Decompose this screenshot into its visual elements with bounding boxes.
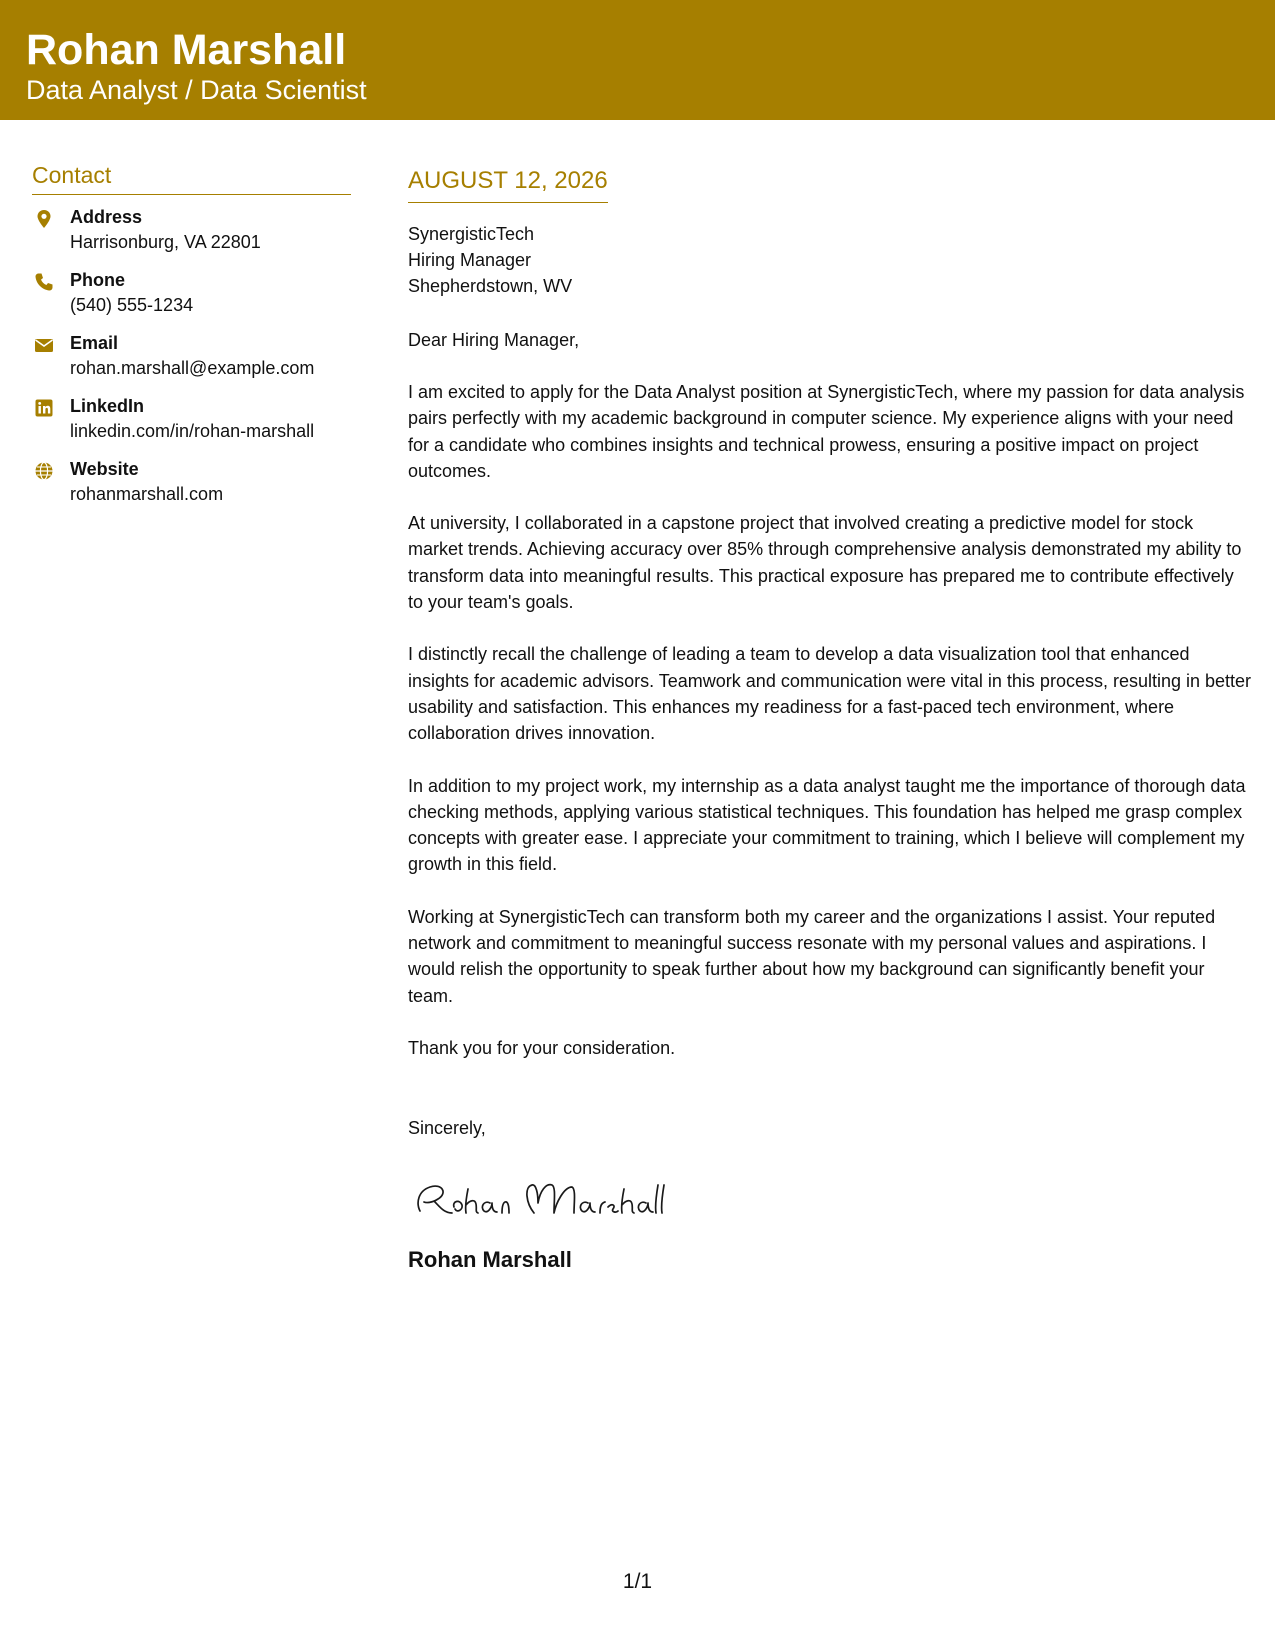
letter-paragraph: At university, I collaborated in a capstone project that involved creating a predictive model for stock market trends. Achieving accuracy over 85% through comprehensive analysis demonstrated my ability to transform data into meaningful results. This practical exposure has prepared me to contribute effectively to your team's goals. [408, 513, 1242, 613]
letter-paragraph: Working at SynergisticTech can transform both my career and the organizations I assist. Your reputed network and commitment to meaningful success resonate with my personal values and aspirations. I would relish the opportunity to speak further about how my background can significantly benefit your team. [408, 906, 1216, 1006]
applicant-name: Rohan Marshall [26, 26, 347, 74]
contact-linkedin [32, 394, 351, 457]
globe-icon [34, 461, 54, 481]
letter-date: AUGUST 12, 2026 [408, 164, 608, 203]
phone-icon [34, 272, 54, 292]
letter-paragraph: I am excited to apply for the Data Analyst position at SynergisticTech, where my passion for data analysis pairs perfectly with my academic background in computer science. My experience aligns with your need for a candidate who combines insights and technical prowess, ensuring a positive impact on project outcomes. [408, 382, 1245, 481]
contact-value: Harrisonburg, VA 22801 [70, 232, 261, 252]
envelope-icon [34, 335, 54, 355]
applicant-title: Data Analyst / Data Scientist [26, 75, 367, 105]
recipient-block [408, 221, 1253, 299]
contact-email [32, 331, 351, 394]
recipient-company: SynergisticTech [408, 224, 535, 244]
contact-label: Address [70, 207, 143, 227]
recipient-location: Shepherdstown, WV [408, 276, 573, 296]
linkedin-icon [34, 398, 54, 418]
contact-value: rohanmarshall.com [70, 484, 224, 504]
map-pin-icon [34, 209, 54, 229]
contact-value: (540) 555-1234 [70, 295, 194, 315]
letter-paragraph: In addition to my project work, my internship as a data analyst taught me the importance of thorough data checking methods, applying various statistical techniques. This foundation has helped me grasp complex concepts with greater ease. I appreciate your commitment to training, which I believe will complement my growth in this field. [408, 775, 1246, 875]
contact-label: Website [70, 459, 139, 479]
signer-name: Rohan Marshall [408, 1247, 572, 1273]
contact-label: LinkedIn [70, 396, 145, 416]
contact-website [32, 457, 351, 520]
contact-address [32, 205, 351, 268]
contact-section-title: Contact [32, 158, 351, 195]
letter-paragraph: I distinctly recall the challenge of leading a team to develop a data visualization tool that enhanced insights for academic advisors. Teamwork and communication were vital in this process, resulting in better usability and satisfaction. This enhances my readiness for a fast-paced tech environment, where collaboration drives innovation. [408, 644, 1252, 744]
signature-graphic [408, 1173, 668, 1225]
letter-paragraph: Thank you for your consideration. [408, 1037, 676, 1058]
contact-label: Email [70, 333, 119, 353]
letter-body [408, 164, 1253, 1275]
contact-value: rohan.marshall@example.com [70, 358, 315, 378]
handwritten-signature [408, 1173, 1253, 1225]
contact-sidebar [32, 158, 351, 520]
header-banner [0, 0, 1275, 120]
contact-phone [32, 268, 351, 331]
contact-label: Phone [70, 270, 126, 290]
salutation: Dear Hiring Manager, [408, 330, 580, 350]
closing: Sincerely, [408, 1118, 486, 1139]
recipient-role: Hiring Manager [408, 250, 532, 270]
page-number: 1/1 [622, 1570, 653, 1593]
contact-value: linkedin.com/in/rohan-marshall [70, 421, 315, 441]
